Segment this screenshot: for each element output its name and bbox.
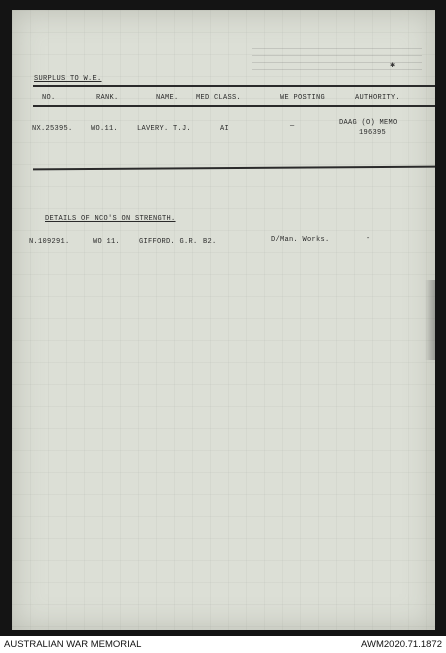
row1-no: NX.25395. — [32, 125, 73, 133]
caption-left: AUSTRALIAN WAR MEMORIAL — [4, 639, 142, 650]
section1-title: SURPLUS TO W.E. — [34, 75, 102, 83]
paper-edge-shadow — [425, 280, 435, 360]
corner-mark: ✱ — [390, 61, 395, 70]
caption-bar — [0, 636, 446, 653]
header-med-class: MED CLASS. — [196, 94, 242, 102]
row1-rank: WO.11. — [91, 125, 119, 133]
section2-title: DETAILS OF NCO'S ON STRENGTH. — [45, 215, 176, 223]
caption-right: AWM2020.71.1872 — [361, 639, 442, 650]
section1-bottom-rule — [33, 166, 435, 170]
row1-name: LAVERY. T.J. — [137, 125, 192, 133]
row2-rank: WO 11. — [93, 238, 121, 246]
row1-authority-line2: 196395 — [359, 129, 387, 137]
header-we-posting: WE POSTING — [280, 94, 326, 102]
document-page — [12, 10, 435, 630]
row2-med-class: B2. — [203, 238, 217, 246]
row2-name: GIFFORD. G.R. — [139, 238, 198, 246]
row1-authority-line1: DAAG (O) MEMO — [339, 119, 398, 127]
header-no: NO. — [42, 94, 56, 102]
header-authority: AUTHORITY. — [355, 94, 401, 102]
row1-we-posting: — — [290, 122, 295, 130]
row1-med-class: AI — [220, 125, 230, 133]
row2-authority: - — [366, 235, 371, 243]
show-through-text — [252, 42, 422, 82]
row2-no: N.109291. — [29, 238, 70, 246]
top-rule — [33, 85, 435, 87]
header-rank: RANK. — [96, 94, 119, 102]
row2-posting: D/Man. Works. — [271, 236, 330, 244]
header-name: NAME. — [156, 94, 179, 102]
header-rule — [33, 105, 435, 107]
